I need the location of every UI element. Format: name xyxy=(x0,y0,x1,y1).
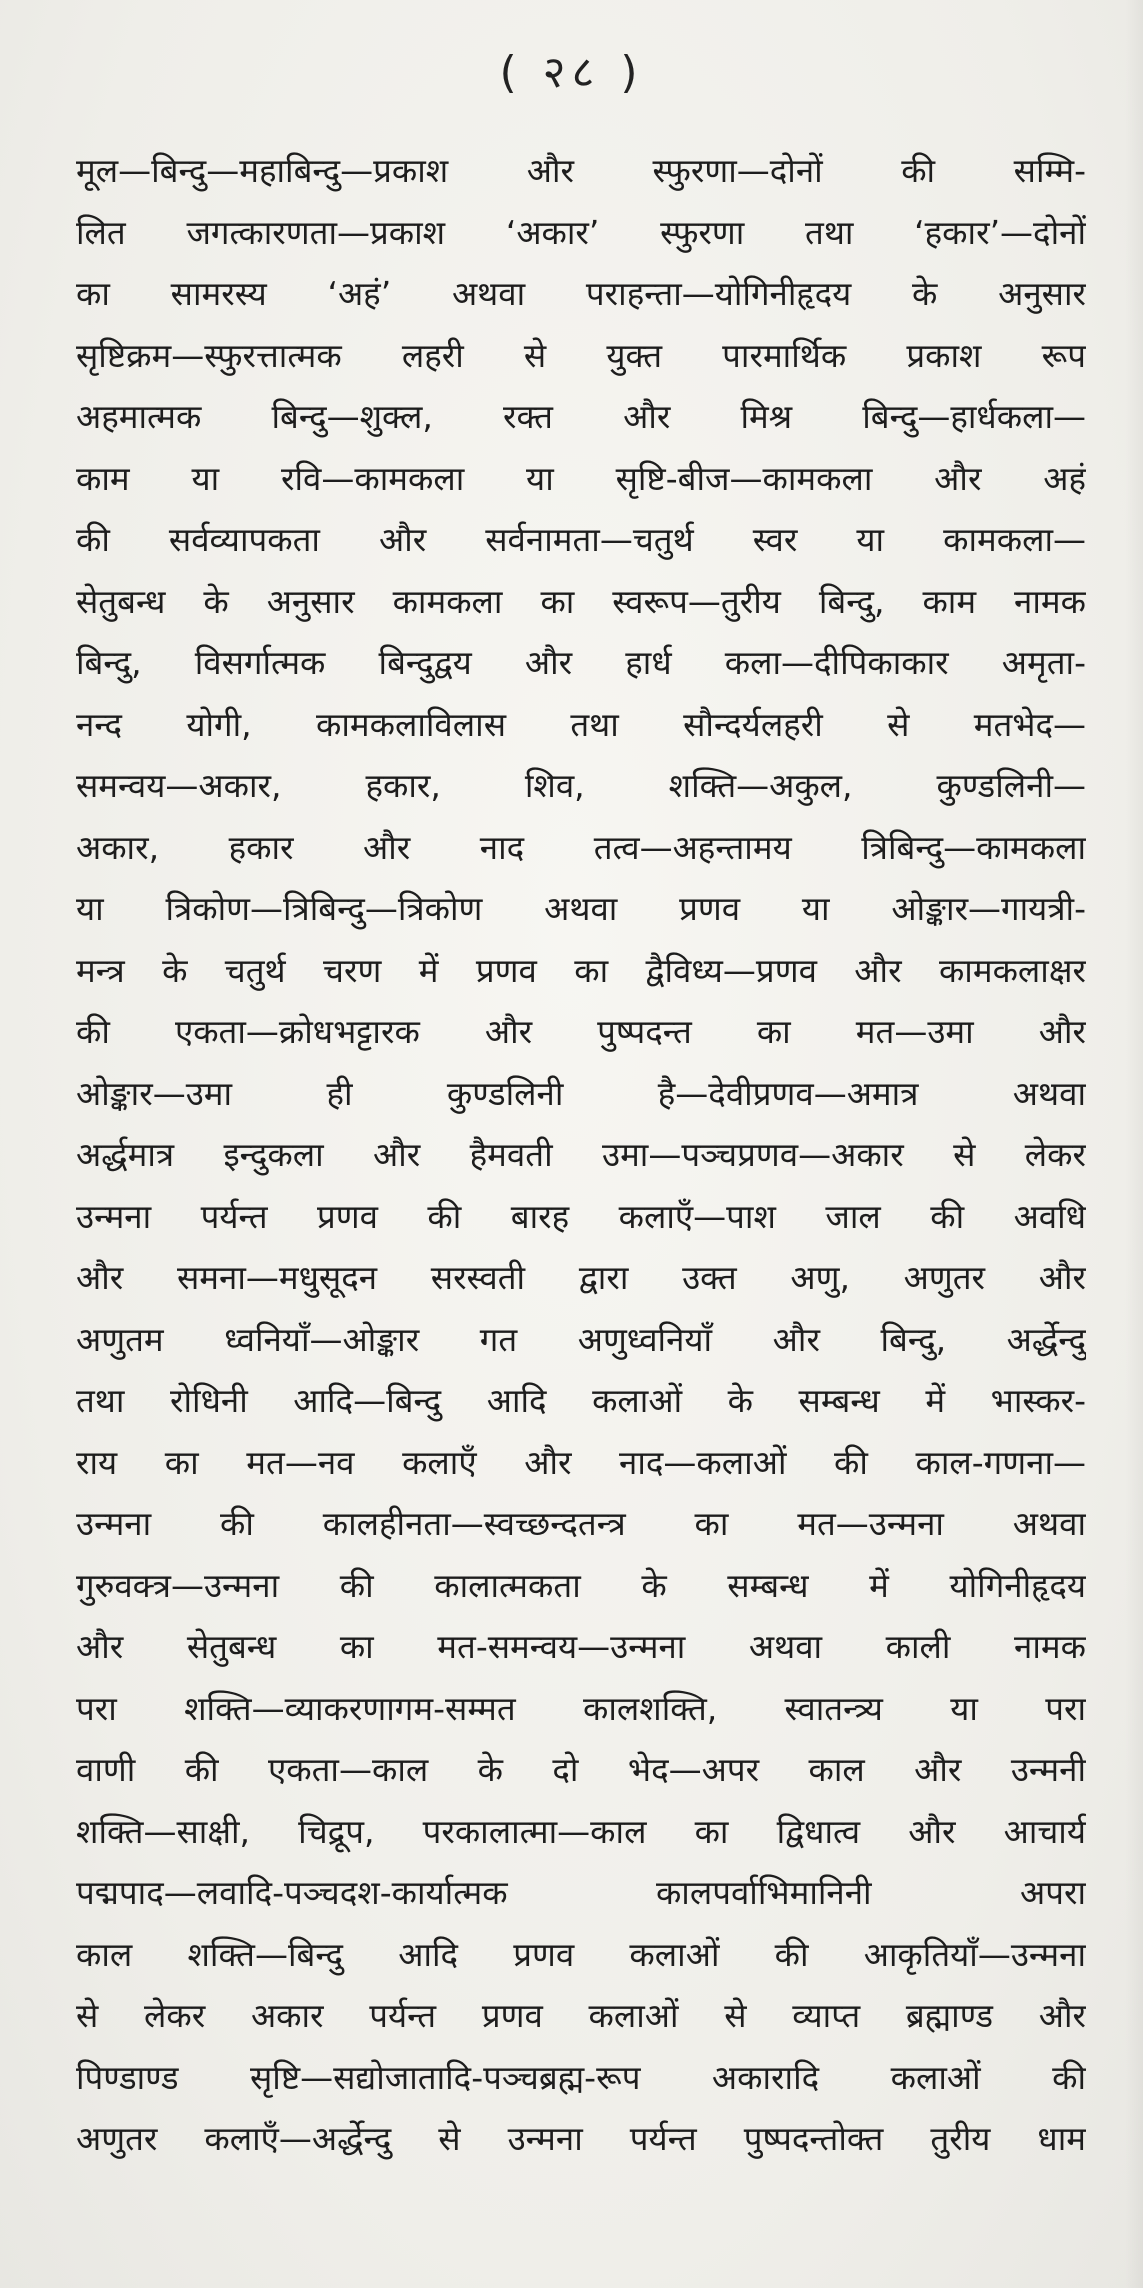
text-line: और सेतुबन्ध का मत-समन्वय—उन्मना अथवा काली नामक xyxy=(76,1627,1086,1666)
page-edge-shadow xyxy=(1125,0,1143,2288)
text-line: बिन्दु, विसर्गात्मक बिन्दुद्वय और हार्ध कला—दीपिकाकार अमृता- xyxy=(76,643,1086,682)
text-line: लित जगत्कारणता—प्रकाश ‘अकार’ स्फुरणा तथा ‘हकार’—दोनों xyxy=(76,212,1086,252)
text-line: सेतुबन्ध के अनुसार कामकला का स्वरूप—तुरीय बिन्दु, काम नामक xyxy=(76,581,1086,621)
text-line: अणुतर कलाएँ—अर्द्धेन्दु से उन्मना पर्यन्त पुष्पदन्तोक्त तुरीय धाम xyxy=(76,2119,1086,2158)
text-line: अकार, हकार और नाद तत्व—अहन्तामय त्रिबिन्दु—कामकला xyxy=(76,827,1086,867)
text-line: वाणी की एकता—काल के दो भेद—अपर काल और उन्मनी xyxy=(76,1750,1086,1789)
text-line: काल शक्ति—बिन्दु आदि प्रणव कलाओं की आकृतियाँ—उन्मना xyxy=(76,1934,1086,1974)
text-line: तथा रोधिनी आदि—बिन्दु आदि कलाओं के सम्बन्ध में भास्कर- xyxy=(76,1381,1086,1420)
text-line: समन्वय—अकार, हकार, शिव, शक्ति—अकुल, कुण्डलिनी— xyxy=(76,766,1086,805)
text-line: से लेकर अकार पर्यन्त प्रणव कलाओं से व्याप्त ब्रह्माण्ड और xyxy=(76,1996,1086,2035)
text-line: का सामरस्य ‘अहं’ अथवा पराहन्ता—योगिनीहृदय के अनुसार xyxy=(76,274,1086,313)
text-line: उन्मना की कालहीनता—स्वच्छन्दतन्त्र का मत—उन्मना अथवा xyxy=(76,1504,1086,1543)
text-line: अर्द्धमात्र इन्दुकला और हैमवती उमा—पञ्चप्रणव—अकार से लेकर xyxy=(76,1135,1086,1174)
contents-paragraph xyxy=(76,140,1086,2170)
text-line: पद्मपाद—लवादि-पञ्चदश-कार्यात्मक कालपर्वाभिमानिनी अपरा xyxy=(76,1873,1086,1912)
text-line: या त्रिकोण—त्रिबिन्दु—त्रिकोण अथवा प्रणव या ओङ्कार—गायत्री- xyxy=(76,889,1086,928)
text-line: मन्त्र के चतुर्थ चरण में प्रणव का द्वैविध्य—प्रणव और कामकलाक्षर xyxy=(76,950,1086,990)
text-line: और समना—मधुसूदन सरस्वती द्वारा उक्त अणु, अणुतर और xyxy=(76,1258,1086,1297)
text-line: सृष्टिक्रम—स्फुरत्तात्मक लहरी से युक्त पारमार्थिक प्रकाश रूप xyxy=(76,335,1086,375)
page-number: ( २८ ) xyxy=(499,47,644,98)
text-line: की एकता—क्रोधभट्टारक और पुष्पदन्त का मत—उमा और xyxy=(76,1012,1086,1051)
text-line: उन्मना पर्यन्त प्रणव की बारह कलाएँ—पाश जाल की अवधि xyxy=(76,1196,1086,1236)
text-line: ओङ्कार—उमा ही कुण्डलिनी है—देवीप्रणव—अमात्र अथवा xyxy=(76,1073,1086,1113)
text-line: शक्ति—साक्षी, चिद्रूप, परकालात्मा—काल का द्विधात्व और आचार्य xyxy=(76,1811,1086,1851)
text-line: परा शक्ति—व्याकरणागम-सम्मत कालशक्ति, स्वातन्त्र्य या परा xyxy=(76,1688,1086,1728)
text-line: मूल—बिन्दु—महाबिन्दु—प्रकाश और स्फुरणा—दोनों की सम्मि- xyxy=(76,151,1086,190)
text-line: की सर्वव्यापकता और सर्वनामता—चतुर्थ स्वर या कामकला— xyxy=(76,520,1086,559)
text-line: अणुतम ध्वनियाँ—ओङ्कार गत अणुध्वनियाँ और बिन्दु, अर्द्धेन्दु xyxy=(76,1319,1086,1359)
text-line: गुरुवक्त्र—उन्मना की कालात्मकता के सम्बन्ध में योगिनीहृदय xyxy=(76,1565,1086,1605)
text-line: अहमात्मक बिन्दु—शुक्ल, रक्त और मिश्र बिन्दु—हार्धकला— xyxy=(76,397,1086,436)
text-line: राय का मत—नव कलाएँ और नाद—कलाओं की काल-गणना— xyxy=(76,1442,1086,1482)
text-line: पिण्डाण्ड सृष्टि—सद्योजातादि-पञ्चब्रह्म-रूप अकारादि कलाओं की xyxy=(76,2057,1086,2097)
text-line: काम या रवि—कामकला या सृष्टि-बीज—कामकला और अहं xyxy=(76,458,1086,498)
text-line: नन्द योगी, कामकलाविलास तथा सौन्दर्यलहरी से मतभेद— xyxy=(76,704,1086,744)
